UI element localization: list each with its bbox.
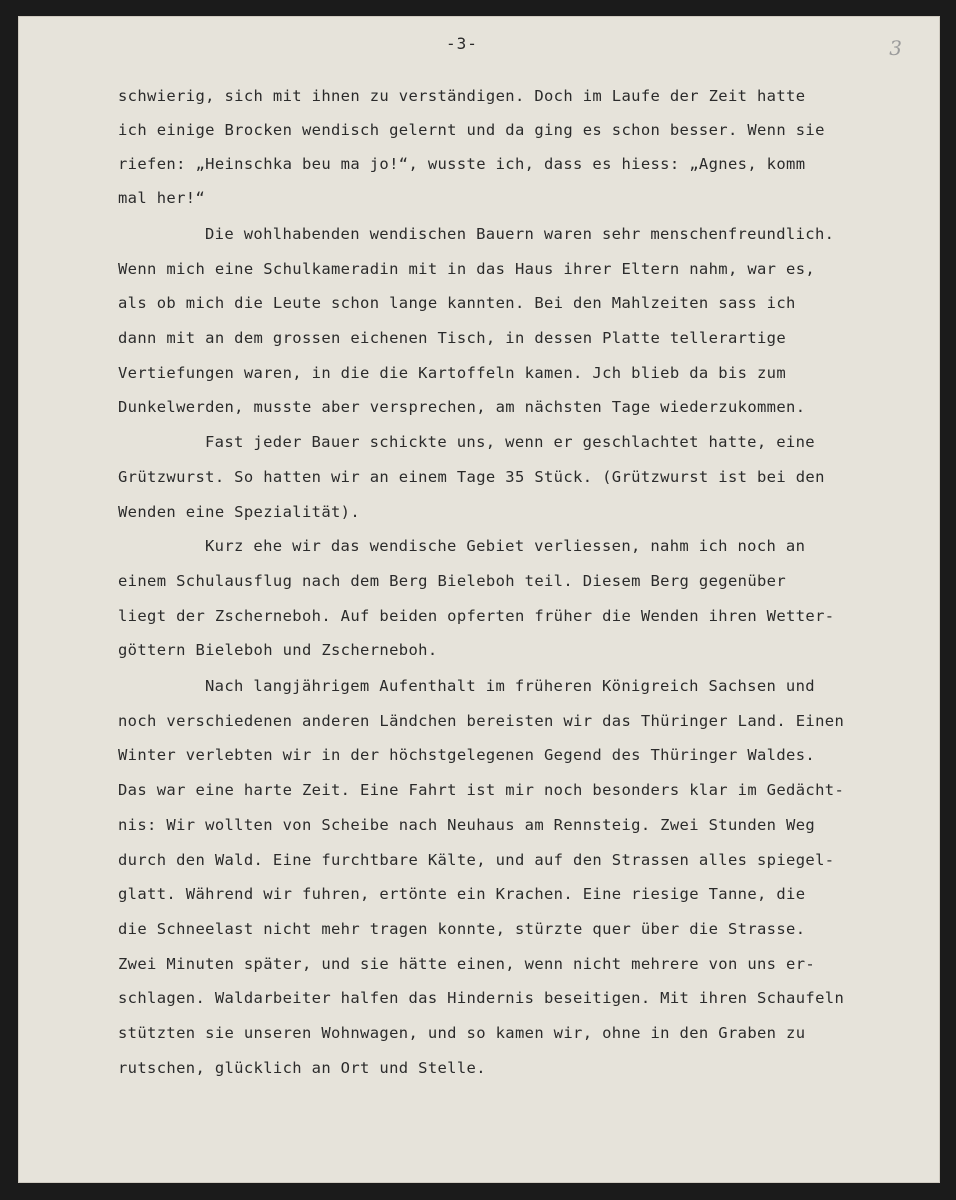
text-line: Zwei Minuten später, und sie hätte einen, wenn nicht mehrere von uns er- bbox=[118, 955, 816, 973]
text-line: dann mit an dem grossen eichenen Tisch, in dessen Platte tellerartige bbox=[118, 329, 787, 347]
text-line: als ob mich die Leute schon lange kannten. Bei den Mahlzeiten sass ich bbox=[118, 294, 796, 312]
page-number: -3- bbox=[446, 34, 478, 53]
text-line: göttern Bieleboh und Zscherneboh. bbox=[118, 641, 438, 659]
text-line: glatt. Während wir fuhren, ertönte ein Krachen. Eine riesige Tanne, die bbox=[118, 885, 806, 903]
text-line: Wenden eine Spezialität). bbox=[118, 503, 361, 521]
text-line: rutschen, glücklich an Ort und Stelle. bbox=[118, 1059, 486, 1077]
text-line: noch verschiedenen anderen Ländchen bereisten wir das Thüringer Land. Einen bbox=[118, 712, 845, 730]
text-line: mal her!“ bbox=[118, 189, 206, 207]
text-line: Fast jeder Bauer schickte uns, wenn er geschlachtet hatte, eine bbox=[205, 433, 815, 451]
text-line: Nach langjährigem Aufenthalt im früheren Königreich Sachsen und bbox=[205, 677, 815, 695]
text-line: einem Schulausflug nach dem Berg Bieleboh teil. Diesem Berg gegenüber bbox=[118, 572, 787, 590]
text-line: ich einige Brocken wendisch gelernt und da ging es schon besser. Wenn sie bbox=[118, 121, 825, 139]
document-page bbox=[18, 16, 940, 1183]
text-line: Vertiefungen waren, in die die Kartoffeln kamen. Jch blieb da bis zum bbox=[118, 364, 787, 382]
text-line: Grützwurst. So hatten wir an einem Tage 35 Stück. (Grützwurst ist bei den bbox=[118, 468, 825, 486]
folio-number: 3 bbox=[889, 36, 902, 60]
text-line: Dunkelwerden, musste aber versprechen, am nächsten Tage wiederzukommen. bbox=[118, 398, 806, 416]
text-line: stützten sie unseren Wohnwagen, und so kamen wir, ohne in den Graben zu bbox=[118, 1024, 806, 1042]
text-line: Winter verlebten wir in der höchstgelegenen Gegend des Thüringer Waldes. bbox=[118, 746, 816, 764]
text-line: Wenn mich eine Schulkameradin mit in das Haus ihrer Eltern nahm, war es, bbox=[118, 260, 816, 278]
text-line: nis: Wir wollten von Scheibe nach Neuhaus am Rennsteig. Zwei Stunden Weg bbox=[118, 816, 816, 834]
text-line: schlagen. Waldarbeiter halfen das Hindernis beseitigen. Mit ihren Schaufeln bbox=[118, 989, 845, 1007]
text-line: riefen: „Heinschka beu ma jo!“, wusste ich, dass es hiess: „Agnes, komm bbox=[118, 155, 806, 173]
text-line: durch den Wald. Eine furchtbare Kälte, und auf den Strassen alles spiegel- bbox=[118, 851, 835, 869]
text-line: Kurz ehe wir das wendische Gebiet verliessen, nahm ich noch an bbox=[205, 537, 806, 555]
text-line: die Schneelast nicht mehr tragen konnte, stürzte quer über die Strasse. bbox=[118, 920, 806, 938]
text-line: Das war eine harte Zeit. Eine Fahrt ist mir noch besonders klar im Gedächt- bbox=[118, 781, 845, 799]
text-line: schwierig, sich mit ihnen zu verständigen. Doch im Laufe der Zeit hatte bbox=[118, 87, 806, 105]
text-line: liegt der Zscherneboh. Auf beiden opferten früher die Wenden ihren Wetter- bbox=[118, 607, 835, 625]
text-line: Die wohlhabenden wendischen Bauern waren sehr menschenfreundlich. bbox=[205, 225, 835, 243]
